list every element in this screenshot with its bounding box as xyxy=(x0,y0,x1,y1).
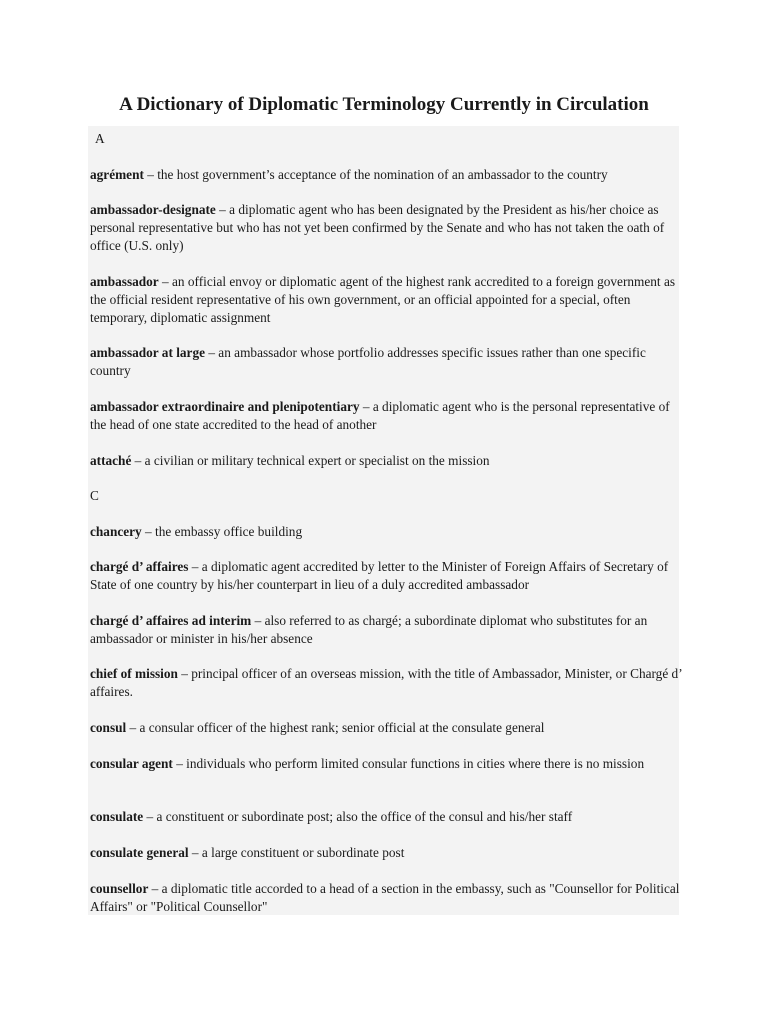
entry-term: consul xyxy=(90,720,127,735)
entry-agrement xyxy=(90,166,682,184)
entry-term: chargé d’ affaires xyxy=(90,559,189,574)
entry-definition: – a diplomatic agent who has been designated by the President as his/her choice as personal representative but who has not yet been confirmed by the Senate and who has not taken the oath of office (U.S. only) xyxy=(90,202,665,253)
entry-term: consular agent xyxy=(90,756,173,771)
entry-term: consulate general xyxy=(90,845,189,860)
entry-counsellor xyxy=(90,880,682,916)
entry-definition: – a diplomatic agent who is the personal representative of the head of one state accredited to the head of another xyxy=(90,399,670,432)
entry-ambassador xyxy=(90,273,682,327)
entry-definition: – an ambassador whose portfolio addresses specific issues rather than one specific country xyxy=(90,345,646,378)
entry-term: attaché xyxy=(90,453,132,468)
entry-definition: – a constituent or subordinate post; also the office of the consul and his/her staff xyxy=(143,809,573,824)
entry-term: consulate xyxy=(90,809,144,824)
entry-ambassador-designate xyxy=(90,201,682,255)
entry-consul xyxy=(90,719,682,737)
entry-definition: – the embassy office building xyxy=(141,524,303,539)
entry-definition: – principal officer of an overseas mission, with the title of Ambassador, Minister, or Chargé d’ affaires. xyxy=(90,666,682,699)
entry-consulate xyxy=(90,808,682,826)
entry-chancery xyxy=(90,523,682,541)
entry-definition: – also referred to as chargé; a subordinate diplomat who substitutes for an ambassador or minister in his/her absence xyxy=(90,613,648,646)
section-letter-c: C xyxy=(90,488,99,503)
entry-definition: – a diplomatic agent accredited by letter to the Minister of Foreign Affairs of Secretary of State of one country by his/her counterpart in lieu of a duly accredited ambassador xyxy=(90,559,669,592)
entry-term: ambassador at large xyxy=(90,345,205,360)
document-title: A Dictionary of Diplomatic Terminology Currently in Circulation xyxy=(119,94,649,115)
entry-term: chancery xyxy=(90,524,142,539)
entry-ambassador-at-large xyxy=(90,344,682,380)
entry-term: ambassador extraordinaire and plenipotentiary xyxy=(90,399,360,414)
entry-term: counsellor xyxy=(90,881,149,896)
entry-definition: – a large constituent or subordinate post xyxy=(188,845,405,860)
entry-consular-agent xyxy=(90,755,682,773)
entry-definition: – a consular officer of the highest rank; senior official at the consulate general xyxy=(126,720,545,735)
entry-charge-d-affaires xyxy=(90,558,682,594)
entry-ambassador-extraordinaire xyxy=(90,398,682,434)
entry-term: ambassador xyxy=(90,274,159,289)
entry-consulate-general xyxy=(90,844,682,862)
entry-term: ambassador-designate xyxy=(90,202,216,217)
entry-definition: – an official envoy or diplomatic agent of the highest rank accredited to a foreign government as the official resident representative of his own government, or an official appointed for a special, often temporary, diplomatic assignment xyxy=(90,274,676,325)
entry-definition: – the host government’s acceptance of the nomination of an ambassador to the country xyxy=(143,167,608,182)
section-letter-a: A xyxy=(95,131,105,146)
entry-charge-ad-interim xyxy=(90,612,682,648)
entry-definition: – individuals who perform limited consular functions in cities where there is no mission xyxy=(172,756,645,771)
entry-term: chief of mission xyxy=(90,666,178,681)
entry-term: chargé d’ affaires ad interim xyxy=(90,613,252,628)
entry-definition: – a diplomatic title accorded to a head of a section in the embassy, such as "Counsellor for Political Affairs" or "Political Counsellor" xyxy=(90,881,680,914)
entry-attache xyxy=(90,452,682,470)
entry-chief-of-mission xyxy=(90,665,682,701)
entry-definition: – a civilian or military technical expert or specialist on the mission xyxy=(131,453,490,468)
entry-term: agrément xyxy=(90,167,144,182)
